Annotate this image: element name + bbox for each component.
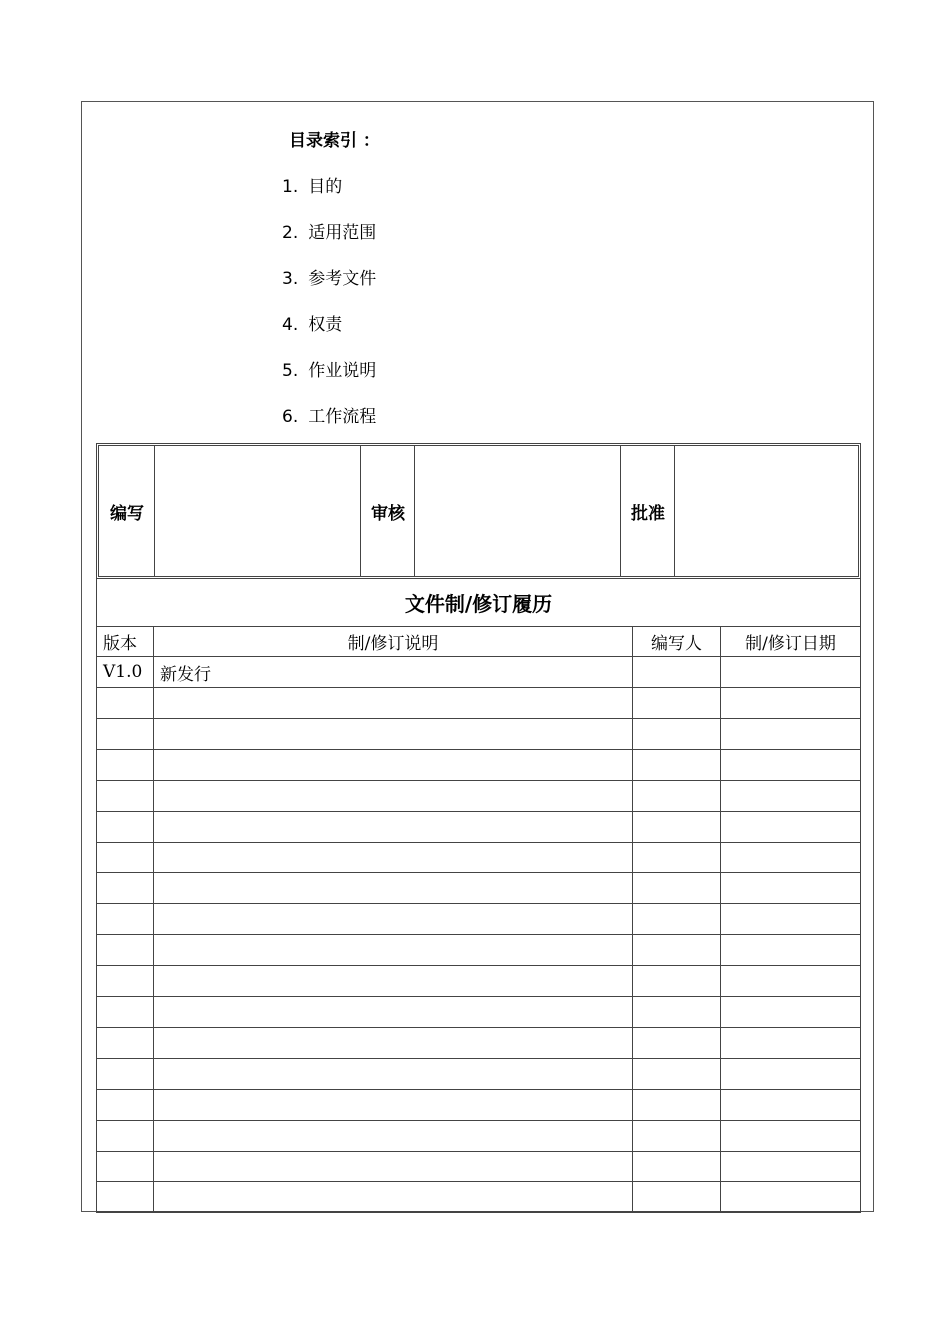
table-row bbox=[97, 688, 860, 719]
date-cell[interactable] bbox=[721, 657, 860, 687]
toc-item bbox=[282, 264, 376, 289]
author-cell[interactable] bbox=[633, 750, 721, 780]
description-cell[interactable] bbox=[154, 1121, 633, 1151]
date-cell[interactable] bbox=[721, 1121, 860, 1151]
table-row bbox=[97, 966, 860, 997]
write-signature-cell[interactable] bbox=[155, 446, 361, 576]
date-cell[interactable] bbox=[721, 719, 860, 749]
version-cell[interactable] bbox=[97, 935, 154, 965]
version-cell[interactable] bbox=[97, 781, 154, 811]
date-cell[interactable] bbox=[721, 781, 860, 811]
author-cell[interactable] bbox=[633, 657, 721, 687]
toc-item-number: 2. bbox=[282, 223, 299, 243]
description-cell[interactable] bbox=[154, 966, 633, 996]
version-cell[interactable] bbox=[97, 750, 154, 780]
version-cell[interactable] bbox=[97, 842, 154, 872]
date-cell[interactable] bbox=[721, 750, 860, 780]
version-cell[interactable] bbox=[97, 904, 154, 934]
description-cell[interactable] bbox=[154, 904, 633, 934]
table-row bbox=[97, 657, 860, 688]
approve-signature-cell[interactable] bbox=[675, 446, 858, 576]
toc-item-number: 6. bbox=[282, 407, 299, 427]
description-cell[interactable] bbox=[154, 1182, 633, 1212]
author-cell[interactable] bbox=[633, 1121, 721, 1151]
table-row bbox=[97, 1151, 860, 1182]
description-cell[interactable] bbox=[154, 688, 633, 718]
date-cell[interactable] bbox=[721, 812, 860, 842]
description-cell[interactable] bbox=[154, 750, 633, 780]
author-cell[interactable] bbox=[633, 688, 721, 718]
toc-item-label: 权责 bbox=[308, 315, 343, 335]
header-author-cell: 编写人 bbox=[633, 627, 721, 656]
version-cell[interactable]: V1.0 bbox=[97, 657, 154, 687]
date-cell[interactable] bbox=[721, 873, 860, 903]
date-cell[interactable] bbox=[721, 688, 860, 718]
author-cell[interactable] bbox=[633, 1151, 721, 1181]
description-cell[interactable] bbox=[154, 842, 633, 872]
table-row bbox=[97, 904, 860, 935]
table-row bbox=[97, 781, 860, 812]
review-label: 审核 bbox=[371, 503, 405, 524]
version-cell[interactable] bbox=[97, 1028, 154, 1058]
toc-item-number: 5. bbox=[282, 361, 299, 381]
author-cell[interactable] bbox=[633, 1182, 721, 1212]
description-cell[interactable] bbox=[154, 1028, 633, 1058]
toc-item bbox=[282, 402, 376, 427]
date-cell[interactable] bbox=[721, 1028, 860, 1058]
author-cell[interactable] bbox=[633, 935, 721, 965]
date-cell[interactable] bbox=[721, 997, 860, 1027]
header-description-cell: 制/修订说明 bbox=[154, 627, 633, 656]
date-cell[interactable] bbox=[721, 1059, 860, 1089]
date-cell[interactable] bbox=[721, 966, 860, 996]
author-cell[interactable] bbox=[633, 719, 721, 749]
version-cell[interactable] bbox=[97, 1151, 154, 1181]
author-cell[interactable] bbox=[633, 997, 721, 1027]
table-row bbox=[97, 1059, 860, 1090]
header-date-cell: 制/修订日期 bbox=[745, 634, 836, 654]
date-cell[interactable] bbox=[721, 904, 860, 934]
version-cell[interactable] bbox=[97, 1121, 154, 1151]
toc-item-label: 作业说明 bbox=[308, 361, 377, 381]
description-cell[interactable] bbox=[154, 1090, 633, 1120]
toc-item bbox=[282, 310, 342, 335]
table-row bbox=[97, 935, 860, 966]
write-label: 编写 bbox=[110, 503, 144, 524]
date-cell[interactable] bbox=[721, 1151, 860, 1181]
version-cell[interactable] bbox=[97, 1182, 154, 1212]
toc-item bbox=[282, 172, 342, 197]
description-cell[interactable] bbox=[154, 1151, 633, 1181]
description-cell[interactable]: 新发行 bbox=[154, 657, 633, 687]
toc-item-label: 目的 bbox=[308, 177, 343, 197]
table-row bbox=[97, 1121, 860, 1152]
toc-item-label: 参考文件 bbox=[308, 269, 377, 289]
author-cell[interactable] bbox=[633, 1059, 721, 1089]
version-cell[interactable] bbox=[97, 966, 154, 996]
description-cell[interactable] bbox=[154, 812, 633, 842]
approval-table bbox=[96, 443, 861, 579]
toc-title: 目录索引 ： bbox=[289, 131, 380, 151]
table-row bbox=[97, 750, 860, 781]
revision-history-table bbox=[96, 579, 861, 1213]
date-cell[interactable] bbox=[721, 1090, 860, 1120]
table-row bbox=[97, 997, 860, 1028]
version-cell[interactable] bbox=[97, 1059, 154, 1089]
description-cell[interactable] bbox=[154, 1059, 633, 1089]
author-cell[interactable] bbox=[633, 842, 721, 872]
header-version-cell: 版本 bbox=[97, 627, 154, 656]
date-cell[interactable] bbox=[721, 842, 860, 872]
toc-item-number: 4. bbox=[282, 315, 299, 335]
table-row bbox=[97, 719, 860, 750]
author-cell[interactable] bbox=[633, 904, 721, 934]
description-cell[interactable] bbox=[154, 873, 633, 903]
date-cell[interactable] bbox=[721, 935, 860, 965]
date-cell[interactable] bbox=[721, 1182, 860, 1212]
version-cell[interactable] bbox=[97, 1090, 154, 1120]
approve-label: 批准 bbox=[631, 503, 665, 524]
description-cell[interactable] bbox=[154, 935, 633, 965]
version-cell[interactable] bbox=[97, 997, 154, 1027]
table-row bbox=[97, 842, 860, 873]
version-cell[interactable] bbox=[97, 688, 154, 718]
table-row bbox=[97, 812, 860, 843]
review-signature-cell[interactable] bbox=[415, 446, 621, 576]
author-cell[interactable] bbox=[633, 966, 721, 996]
author-cell[interactable] bbox=[633, 781, 721, 811]
document-frame bbox=[81, 101, 874, 1212]
version-cell[interactable] bbox=[97, 719, 154, 749]
version-cell[interactable] bbox=[97, 873, 154, 903]
description-cell[interactable] bbox=[154, 781, 633, 811]
description-cell[interactable] bbox=[154, 997, 633, 1027]
author-cell[interactable] bbox=[633, 873, 721, 903]
table-row bbox=[97, 873, 860, 904]
table-row bbox=[97, 1028, 860, 1059]
author-cell[interactable] bbox=[633, 812, 721, 842]
toc-item bbox=[282, 218, 376, 243]
toc-item-number: 1. bbox=[282, 177, 299, 197]
toc-item bbox=[282, 356, 376, 381]
revision-history-title: 文件制/修订履历 bbox=[97, 579, 860, 627]
toc-item-number: 3. bbox=[282, 269, 299, 289]
table-row bbox=[97, 1182, 860, 1213]
author-cell[interactable] bbox=[633, 1028, 721, 1058]
version-cell[interactable] bbox=[97, 812, 154, 842]
toc-item-label: 工作流程 bbox=[308, 407, 377, 427]
table-row bbox=[97, 1090, 860, 1121]
author-cell[interactable] bbox=[633, 1090, 721, 1120]
description-cell[interactable] bbox=[154, 719, 633, 749]
table-header-row bbox=[97, 627, 860, 657]
toc-item-label: 适用范围 bbox=[308, 223, 377, 243]
